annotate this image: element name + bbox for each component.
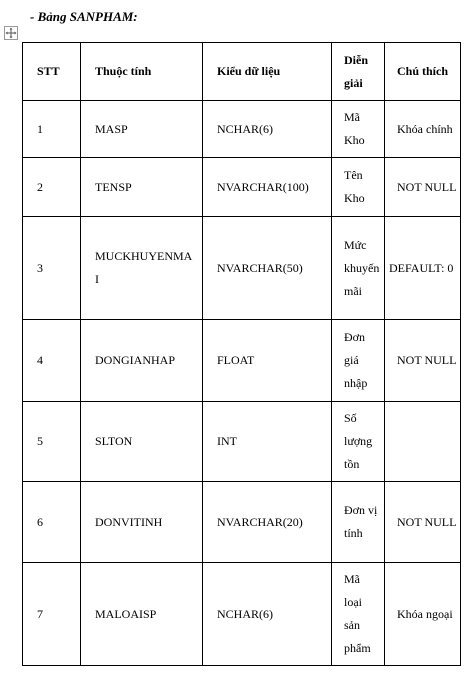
sanpham-table — [22, 42, 461, 666]
cell-datatype: FLOAT — [203, 320, 332, 402]
table-row — [23, 101, 461, 158]
cell-attribute: MALOAISP — [81, 563, 203, 666]
cell-stt: 3 — [23, 217, 81, 320]
cell-datatype: NVARCHAR(50) — [203, 217, 332, 320]
cell-note: Khóa ngoại — [385, 563, 461, 666]
cell-note: NOT NULL — [385, 158, 461, 217]
cell-description: Mã loại sản phẩm — [332, 563, 385, 666]
header-datatype: Kiểu dữ liệu — [203, 43, 332, 101]
cell-datatype: NCHAR(6) — [203, 563, 332, 666]
cell-note: NOT NULL — [385, 482, 461, 563]
cell-attribute: SLTON — [81, 402, 203, 482]
table-heading: - Bảng SANPHAM: — [30, 9, 138, 24]
cell-stt: 1 — [23, 101, 81, 158]
cell-attribute: DONVITINH — [81, 482, 203, 563]
cell-description: Đơn giá nhập — [332, 320, 385, 402]
cell-stt: 5 — [23, 402, 81, 482]
header-stt: STT — [23, 43, 81, 101]
header-note: Chú thích — [385, 43, 461, 101]
cell-attribute: DONGIANHAP — [81, 320, 203, 402]
cell-attribute: MUCKHUYENMAI — [81, 217, 203, 320]
cell-attribute: TENSP — [81, 158, 203, 217]
move-arrows-icon — [5, 27, 17, 39]
cell-description: Mã Kho — [332, 101, 385, 158]
cell-note — [385, 402, 461, 482]
table-row — [23, 217, 461, 320]
cell-datatype: NVARCHAR(100) — [203, 158, 332, 217]
table-header-row — [23, 43, 461, 101]
cell-description: Mức khuyến mãi — [332, 217, 385, 320]
cell-datatype: NCHAR(6) — [203, 101, 332, 158]
cell-datatype: NVARCHAR(20) — [203, 482, 332, 563]
cell-note: Khóa chính — [385, 101, 461, 158]
cell-description: Tên Kho — [332, 158, 385, 217]
cell-note: DEFAULT: 0 — [385, 217, 461, 320]
table-move-handle-icon[interactable] — [4, 26, 18, 40]
cell-attribute: MASP — [81, 101, 203, 158]
cell-datatype: INT — [203, 402, 332, 482]
header-attribute: Thuộc tính — [81, 43, 203, 101]
cell-stt: 7 — [23, 563, 81, 666]
cell-note: NOT NULL — [385, 320, 461, 402]
cell-stt: 2 — [23, 158, 81, 217]
cell-description: Đơn vị tính — [332, 482, 385, 563]
cell-stt: 4 — [23, 320, 81, 402]
table-row — [23, 482, 461, 563]
table-row — [23, 563, 461, 666]
cell-description: Số lượng tồn — [332, 402, 385, 482]
cell-stt: 6 — [23, 482, 81, 563]
header-description: Diễn giải — [332, 43, 385, 101]
table-row — [23, 158, 461, 217]
table-row — [23, 402, 461, 482]
table-row — [23, 320, 461, 402]
